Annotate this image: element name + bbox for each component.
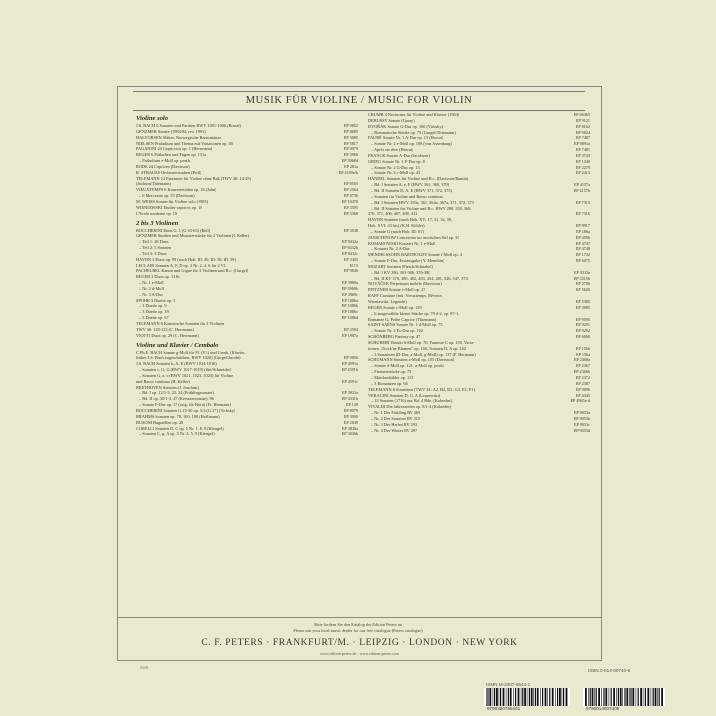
entry-title: – Bd. I KV 296, 301-306, 376-380 xyxy=(371,269,431,275)
barcode-bar xyxy=(624,688,625,706)
right-column xyxy=(368,112,590,433)
barcode-bar xyxy=(562,688,563,706)
barcode-bar xyxy=(518,688,520,706)
barcode-bar xyxy=(588,688,589,706)
entry-catalog-number: EP 9053c xyxy=(573,421,590,427)
entry-title: – Bd. II Sonaten D, A, E (HWV 371, 372, 373) xyxy=(371,187,452,193)
entry-catalog-number: EP 9979 xyxy=(343,146,358,152)
barcode-bar xyxy=(629,688,630,706)
entry-catalog-number: EP 3031a xyxy=(341,390,358,396)
entry-title: TWV 40: 118-123 (C. Herrmann) xyxy=(136,326,194,332)
entry-title: Romanze G, Petite Caprice (Thiemann) xyxy=(368,316,437,322)
entry-catalog-number: EP 4157b xyxy=(573,187,590,193)
entry-title: J.S. BACH Sonaten h, A, E (BWV 1014-1016) xyxy=(136,361,217,367)
entry-title: NIELSEN Präludium und Thema mit Variationen op. 48 xyxy=(136,140,233,146)
entry-catalog-number: EP 4596 xyxy=(575,234,590,240)
barcode-bar xyxy=(531,688,533,706)
entry-catalog-number: EP 4189a/b xyxy=(338,169,358,175)
barcode-bar xyxy=(611,688,612,706)
barcode-bar xyxy=(552,688,554,706)
entry-catalog-number: EP 149 xyxy=(345,402,358,408)
entry-title: VIEUXTEMPS 6 Konzertetüden op. 16 (Jahn) xyxy=(136,187,217,193)
barcode-bar xyxy=(630,688,631,706)
barcode-bar xyxy=(632,688,634,706)
entry-title: tionen „Trock'ne Blumen" op. 160, Sonaten D, A op. 162 xyxy=(368,345,466,351)
entry-title: CORELLI Sonaten D, C op. 5 Nr. 1, 8, 9 (Klengel) xyxy=(136,425,224,431)
entry-title: – Teil 1: 28 Duos xyxy=(139,239,169,245)
entry-catalog-number: EP 2786 xyxy=(575,281,590,287)
barcode-bar xyxy=(515,688,516,706)
barcode-bar xyxy=(596,688,597,706)
entry-catalog-number: EP 8162 xyxy=(575,123,590,129)
entry-title: – 12 Sonaten (1716) nur Bd. 4 Bde. (Kolneder) xyxy=(371,398,453,404)
entry-title: VIVALDI Die Jahreszeiten op. 8/1-4 (Kolneder) xyxy=(368,404,452,410)
entry-title: WIENIAWSKI Etudes-caprices op. 18 xyxy=(136,204,203,210)
entry-title: – 3 Romanzen op. 94 xyxy=(371,380,408,386)
entry-catalog-number: EP 156b xyxy=(575,345,590,351)
entry-catalog-number: EP 1987a xyxy=(341,332,358,338)
barcode-bar xyxy=(499,688,500,706)
entry-catalog-number: EP 2367 xyxy=(575,363,590,369)
footer-divider xyxy=(117,617,602,618)
entry-title: PAGANINI 24 Capriccios op. 1 (Herrmann) xyxy=(136,146,213,152)
barcode-bar xyxy=(598,688,600,706)
entry-catalog-number: EP 6060 xyxy=(575,334,590,340)
entry-catalog-number: EP 2368a xyxy=(573,357,590,363)
barcode-ismn-number: 9790300755441 xyxy=(487,706,521,711)
barcode-bar xyxy=(563,688,564,706)
entry-catalog-number: EP 9292 xyxy=(575,328,590,334)
barcode-bar xyxy=(489,688,491,706)
entry-title: – Konzert Nr. 2 A-Dur xyxy=(371,246,410,252)
entry-title: – Sonate d-Moll op. 121, a-Moll op. posth. xyxy=(371,363,445,369)
entry-catalog-number: EP 3403 xyxy=(343,256,358,262)
entry-title: BOCCHERINI Sonaten G 25-30 op. 5/3 (G 27) (Virbsky) xyxy=(136,407,236,413)
barcode-bar xyxy=(547,688,548,706)
entry-title: – Romantische Stücke op. 75 (Gurgel/Thiemann) xyxy=(371,129,456,135)
ismn-label: ISMN M-2007-5544-1 xyxy=(486,682,531,687)
barcode-bar xyxy=(522,688,523,706)
barcode-bar xyxy=(533,688,534,706)
entry-title: – Sonate Nr. 2 e-Moll op. 108 (von Assenburg) xyxy=(371,141,452,147)
entry-title: PACHELBEL Kanon und Gigue für 3 Violinen und B.c. (Gurgel) xyxy=(136,268,249,274)
entry-title: JANSCHINOW Concertino im russischen Stil op. 35 xyxy=(368,234,460,240)
entry-catalog-number: EP 3031b xyxy=(341,396,358,402)
entry-title: Wieniawski, Legende) xyxy=(368,299,407,304)
barcode-bar xyxy=(653,688,654,706)
entry-catalog-number: EP 281a xyxy=(344,163,358,169)
entry-catalog-number: EP 1086c xyxy=(341,309,358,315)
entry-catalog-number: EP 1340 xyxy=(575,158,590,164)
entry-title: VIOTTI Duos op. 29 (C. Herrmann) xyxy=(136,332,199,338)
entry-title: MOZART Sonaten (Flesch/Schnabel) xyxy=(368,263,433,269)
entry-catalog-number: EP 9846 xyxy=(343,268,358,274)
entry-catalog-number: EP 7315 xyxy=(575,199,590,205)
entry-title: GENZMER Sonate (1983/84, rev. 1991) xyxy=(136,128,206,134)
entry-catalog-number: EP 2387 xyxy=(575,380,590,386)
entry-title: – Sonate Nr. 3 c-Moll op. 45 xyxy=(371,170,421,176)
entry-title: TELEMANN 12 Fantasien für Violine ohne Baß (TWV 40: 14-25) xyxy=(136,175,251,181)
entry-catalog-number: EP 4591c xyxy=(341,378,358,384)
entry-catalog-number: EP 1086d xyxy=(341,315,358,321)
entry-catalog-number: EP 3969c xyxy=(341,291,358,297)
entry-catalog-number: EP 3395 xyxy=(343,204,358,210)
entry-catalog-number: EP 9053b xyxy=(573,415,590,421)
entry-title: – Sonaten G, e, c (BWV 1021, 1023, 1024) für Violine xyxy=(139,372,234,378)
barcode-bar xyxy=(638,688,639,706)
barcode-bar xyxy=(616,688,617,706)
barcode-bar xyxy=(609,688,610,706)
barcode-bar xyxy=(566,688,568,706)
entry-title: SPOHR 3 Duette op. 3 xyxy=(136,297,176,303)
section-heading: Violine solo xyxy=(136,115,169,122)
entry-catalog-number: EP 1732 xyxy=(575,252,590,258)
entry-title: – 6 Morceaux op. 55 (Davisson) xyxy=(139,193,195,199)
entry-title: – Nr. 3 Der Herbst RV 293 xyxy=(371,421,418,427)
entry-catalog-number: EP 4591b xyxy=(341,367,358,373)
catalog-entry xyxy=(136,431,358,437)
barcode-isbn-number: 9790014007409 xyxy=(586,706,620,711)
barcode-bar xyxy=(590,688,591,706)
entry-catalog-number: EP 9917 xyxy=(575,223,590,229)
entry-catalog-number: EP 3968d xyxy=(341,158,358,164)
barcode-bar xyxy=(486,688,487,706)
entry-title: HÄNDEL Sonaten für Violine und B.c. (Davisson/Ramin) xyxy=(368,176,469,182)
entry-catalog-number: EP 9565 xyxy=(343,181,358,187)
entry-title: DVOŘÁK Sonate G-Dur op. 100 (Virbsky) xyxy=(368,123,443,129)
entry-title: TELEMANN 6 Sonatinen (TWV 41: A2, B2, D2, G3, E1, F1) xyxy=(368,386,475,392)
barcode-bar xyxy=(559,688,561,706)
entry-title: früher J.S. Bach zugeschrieben, BWV 1020) (Gurgel/Jacobi) xyxy=(136,355,241,361)
entry-catalog-number: EP 4747 xyxy=(575,240,590,246)
entry-catalog-number: EP 2849 xyxy=(343,419,358,425)
entry-catalog-number: EP 8685 xyxy=(343,128,358,134)
barcode-bar xyxy=(529,688,530,706)
entry-catalog-number: EP 9891a xyxy=(573,141,590,147)
entry-catalog-number: EP 9595 xyxy=(575,316,590,322)
entry-title: REGER 3 Duos op. 131b xyxy=(136,274,180,280)
barcode-bar xyxy=(620,688,622,706)
entry-catalog-number: EP 3985 xyxy=(575,304,590,310)
entry-title: – 3 Sonatinen (D-Dur, a-Moll, g-Moll) op. 137 (F. Hermann) xyxy=(371,351,476,357)
barcode-bar xyxy=(537,688,539,706)
entry-title: TELEMANN 6 Kanonische Sonaten für 2 Violinen xyxy=(136,321,225,326)
entry-title: – 3 Duette op. 9 xyxy=(139,303,167,309)
barcode-bar xyxy=(643,688,644,706)
entry-catalog-number: EP 1086a xyxy=(341,297,358,303)
entry-catalog-number: EP 3969a xyxy=(341,280,358,286)
barcode-bar xyxy=(585,688,587,706)
entry-title: – Präludium e-Moll op. posth. xyxy=(139,158,191,164)
entry-title: VERACINI Sonaten D, G, A (Lenzewski) xyxy=(368,392,441,398)
entry-title: – Teil 2: 5 Sonaten xyxy=(139,245,172,251)
entry-catalog-number: EP 9852 xyxy=(343,123,358,128)
entry-title: – Fantasiestücke op. 73 xyxy=(371,369,412,375)
entry-title: – Nr. 1 e-Moll xyxy=(139,280,164,286)
entry-title: KOMAROWSKI Konzert Nr. 1 e-Moll xyxy=(368,240,436,246)
entry-title: – 3 Duette op. 67 xyxy=(139,315,169,321)
entry-catalog-number: EP 1086b xyxy=(341,303,358,309)
entry-title: – Nr. 1 Der Frühling RV 269 xyxy=(371,410,421,416)
entry-title: – Bd. I op. 12/1-3, 23, 24 (Frühlingssonate) xyxy=(139,390,214,396)
entry-title: REGER Sonate c-Moll op. 139 xyxy=(368,304,422,310)
left-column xyxy=(136,112,358,437)
entry-title: HAYDN 3 Duos op. 99 (nach Hob. III: 40, III: 38, III: 39) xyxy=(136,256,236,262)
entry-catalog-number: EP 9096 xyxy=(575,386,590,392)
entry-catalog-number: EP 9856 xyxy=(343,355,358,361)
entry-title: HALVORSEN Slåtter, Norwegische Bauerntänze xyxy=(136,134,222,140)
entry-catalog-number: EP 3315a xyxy=(573,269,590,275)
entry-title: – Nr. 3 A-Dur xyxy=(139,291,163,297)
entry-title: RODE 24 Capricen (Davisson) xyxy=(136,163,190,169)
entry-catalog-number: EP 2564 xyxy=(343,187,358,193)
entry-title: – Sonate F-Dur, Erstausgabe (Y. Menuhin) xyxy=(371,258,445,264)
barcode-bar xyxy=(622,688,623,706)
barcode-bar xyxy=(605,688,607,706)
entry-catalog-number: EP 4748 xyxy=(575,246,590,252)
entry-catalog-number: EP 2414 xyxy=(575,170,590,176)
catalog-note xyxy=(0,622,716,634)
barcode-bar xyxy=(645,688,646,706)
entry-title: BOCCHERINI Duos G. 1 (G 63-65) (Bell) xyxy=(136,227,211,233)
page-title: MUSIK FÜR VIOLINE / MUSIC FOR VIOLIN xyxy=(133,91,585,111)
entry-title: – Bd. I Sonaten HWV 359a, 361, 364a, 367a, 371, 372, 373 xyxy=(371,199,474,205)
entry-title: R. STRAUSS Orchesterstudien (Prill) xyxy=(136,169,202,175)
entry-catalog-number: EP 3368 xyxy=(343,210,358,216)
barcode-bar xyxy=(657,688,658,706)
entry-title: SCHUMANN Sonaten a-Moll op. 105 (Davisson) xyxy=(368,357,455,363)
barcode-bar xyxy=(508,688,509,706)
entry-catalog-number: EP 5385 xyxy=(575,299,590,304)
entry-catalog-number: EP 66465 xyxy=(573,112,590,117)
entry-title: BUSONI Bagatellen op. 28 xyxy=(136,419,184,425)
entry-title: – Bd. I Sonaten A, e, F (HWV 361, 368, 370) xyxy=(371,182,450,188)
entry-title: CRUMB 4 Nocturnes für Violine und Klavier (1964) xyxy=(368,112,460,117)
barcode-bar xyxy=(493,688,494,706)
entry-catalog-number: EP 3969b xyxy=(341,285,358,291)
entry-title: RAFF Cavatine (mit: Vieuxtemps, Rêverie, xyxy=(368,293,443,299)
barcode-bar xyxy=(503,688,505,706)
barcode-bar xyxy=(506,688,507,706)
entry-catalog-number: EP 4157a xyxy=(573,182,590,188)
entry-title: – Sonate G (nach Hob. III: 81) xyxy=(371,228,424,234)
entry-title: 370, 371, 406, 407, 408, 412 xyxy=(368,211,418,217)
entry-catalog-number: EP 7481 xyxy=(575,147,590,153)
entry-catalog-number: EP 4591a xyxy=(341,361,358,367)
entry-catalog-number: EP 3836b xyxy=(341,431,358,437)
barcode-bar xyxy=(487,688,488,706)
entry-title: C.Ph.E. BACH Sonate g-Moll für Fl. (Vl.) und Cemb. (Klavier, xyxy=(136,349,246,355)
entry-catalog-number: EP 156a xyxy=(576,351,590,357)
barcode-bar xyxy=(636,688,637,706)
entry-title: SCHÖNBERG Fantasy op. 47 xyxy=(368,334,421,340)
entry-catalog-number: EP 3085 xyxy=(343,134,358,140)
catalog-note-en: Please ask your local music dealer for our free catalogue (Peters catalogue) xyxy=(293,628,423,633)
entry-catalog-number: EP 8736 xyxy=(343,193,358,199)
entry-title: – Märchenbilder op. 113 xyxy=(371,374,414,380)
barcode-bar xyxy=(613,688,615,706)
entry-title: M. WEISS Sonate für Violine solo (1985) xyxy=(136,198,209,204)
barcode-bar xyxy=(603,688,604,706)
entry-title: – Teil 3: 3 Duos xyxy=(139,250,167,256)
entry-title: – Nr. 2 Der Sommer RV 315 xyxy=(371,415,421,421)
barcode-bar xyxy=(496,688,498,706)
entry-catalog-number: EP 9053d xyxy=(573,427,590,433)
entry-catalog-number: EP 7487 xyxy=(575,135,590,141)
barcode-bar xyxy=(535,688,536,706)
entry-catalog-number: EP 3538 xyxy=(343,227,358,233)
barcode-bar xyxy=(524,688,526,706)
entry-title: NOVÁČEK Perpetuum mobile (Davisson) xyxy=(368,281,442,287)
barcode-bar xyxy=(527,688,528,706)
entry-title: FRANCK Sonate A-Dur (Jacobsen) xyxy=(368,152,430,158)
entry-title: GENZMER Studien und Musizierstücke für 2 Violinen (I. Keller) xyxy=(136,233,250,239)
entry-title: – Nr. 2 d-Moll xyxy=(139,285,164,291)
entry-catalog-number: EP 2372 xyxy=(575,374,590,380)
barcode-bar xyxy=(549,688,550,706)
entry-title: und Basso continuo (H. Keller) xyxy=(136,378,190,384)
entry-catalog-number: EP 8079 xyxy=(343,407,358,413)
entry-title: MENDELSSOHN BARTHOLDY Sonate f-Moll op. 4 xyxy=(368,252,462,258)
barcode-bar xyxy=(655,688,657,706)
section-heading: Violine und Klavier / Cembalo xyxy=(136,341,219,349)
entry-title: J.S. BACH 6 Sonaten und Partiten BWV 1001-1006 (Rostal) xyxy=(136,123,241,128)
entry-title: – Après un rêve (Howat) xyxy=(371,147,414,153)
entry-title: – 3 Duette op. 39 xyxy=(139,309,169,315)
entry-catalog-number: EP 9291 xyxy=(575,322,590,328)
publisher-line: C. F. PETERS · FRANKFURT/M. · LEIPZIG · LONDON · NEW YORK xyxy=(201,638,518,648)
barcode-bar xyxy=(640,688,642,706)
entry-catalog-number: EP 9053a xyxy=(573,410,590,416)
entry-catalog-number: EP 7316 xyxy=(575,211,590,217)
entry-title: DEBUSSY Sonate (Garay) xyxy=(368,117,415,123)
entry-catalog-number: EP 3743 xyxy=(575,152,590,158)
entry-title: PFITZNER Sonate e-Moll op. 27 xyxy=(368,287,426,293)
barcode-bar xyxy=(510,688,512,706)
barcode-bar xyxy=(592,688,594,706)
edition-code: 03/08 xyxy=(140,666,149,670)
entry-catalog-number: EP 8432c xyxy=(341,250,358,256)
entry-title: – Bd. II KV 378, 380, 402, 403, 454, 481, 526, 547, 570 xyxy=(371,275,468,281)
catalog-note-de: Bitte fordern Sie den Katalog der Edition Peters an xyxy=(314,622,402,627)
barcode-bar xyxy=(555,688,556,706)
section-heading: 2 bis 3 Violinen xyxy=(136,219,179,227)
barcode-bar xyxy=(661,688,663,706)
entry-catalog-number: EP 3315b xyxy=(573,275,590,281)
barcode-bar xyxy=(494,688,495,706)
barcode-bar xyxy=(626,688,628,706)
barcode-bar xyxy=(647,688,649,706)
entry-title: – Bd. II Sonaten für Violine und B.c. HWV 288, 358, 368, xyxy=(371,205,472,211)
barcode-isbn xyxy=(583,688,665,706)
entry-title: SAINT-SAËNS Sonate Nr. 1 d-Moll op. 75 xyxy=(368,322,443,328)
barcode-bar xyxy=(557,688,558,706)
barcode-bar xyxy=(618,688,619,706)
entry-title: – Sonaten für Violine und Basso continuo xyxy=(371,193,443,199)
entry-catalog-number: EP 4345 xyxy=(575,392,590,398)
entry-title: – Nr. 4 Der Winter RV 297 xyxy=(371,427,418,433)
entry-title: SCHUBERT Rondo h-Moll op. 70, Fantasie C op. 159, Varia- xyxy=(368,339,475,345)
entry-title: HAYDN Sonaten (nach Hob. XV: 17, 31, 32, 39, xyxy=(368,217,453,223)
barcode-bar xyxy=(540,688,541,706)
entry-title: LECLAIR Sonaten A, F, D op. 3 Nr. 2, 4, 6 für 2 Vl. xyxy=(136,262,227,268)
barcode-bar xyxy=(651,688,652,706)
entry-catalog-number: EP 6075 xyxy=(575,258,590,264)
entry-catalog-number: EP 9824 xyxy=(575,129,590,135)
entry-catalog-number: EP 2366b xyxy=(573,369,590,375)
barcode-ismn xyxy=(484,688,570,706)
entry-catalog-number: EP 2279 xyxy=(575,164,590,170)
entry-title: Hob. XVI: 43 bis) (K.H. Köhler) xyxy=(368,223,425,229)
entry-catalog-number: EP 3968 xyxy=(343,152,358,158)
entry-title: – 6 ausgewählte kleine Stücke op. 79 d-2, op. 87-1, xyxy=(371,310,460,316)
barcode-bar xyxy=(545,688,547,706)
entry-title: GRIEG Sonate Nr. 1 F-Dur op. 8 xyxy=(368,158,425,164)
entry-title: – Sonaten c, G, G (BWV 1017-1019) (Sitt/Schneider) xyxy=(139,367,232,373)
catalog-entry xyxy=(136,211,358,217)
barcode-bar xyxy=(601,688,602,706)
entry-title: – Sonate Nr. 2 Es-Dur op. 102 xyxy=(371,328,424,334)
entry-catalog-number: EP 10478 xyxy=(341,198,358,204)
barcode-bar xyxy=(542,688,543,706)
entry-title: BEETHOVEN Sonaten (J. Joachim) xyxy=(136,384,199,390)
entry-catalog-number: EP 9121 xyxy=(575,117,590,123)
entry-catalog-number: EP 3900 xyxy=(343,413,358,419)
barcode-bar xyxy=(500,688,501,706)
barcode-bar xyxy=(659,688,660,706)
entry-catalog-number: EP 4965a-d xyxy=(570,398,590,404)
entry-title: – Sonate Nr. 2 G-Dur op. 13 xyxy=(371,164,420,170)
entry-title: – Sonaten C, g, A op. 5 Nr. 3, 5, 9 (Klengel) xyxy=(139,431,215,437)
barcode-bar xyxy=(513,688,514,706)
entry-title: (Jochum/Thiemann) xyxy=(136,181,171,187)
entry-title: – Bd. II op. 30/1-3, 47 (Kreutzersonate), 96 xyxy=(139,396,214,402)
entry-catalog-number: EP 186a xyxy=(576,228,590,234)
entry-catalog-number: EP 8432b xyxy=(341,245,358,251)
entry-catalog-number: EP 4594 xyxy=(343,326,358,332)
barcode-bar xyxy=(521,688,522,706)
entry-catalog-number: EP 8432a xyxy=(341,239,358,245)
entry-title: FAURÉ Sonate Nr. 1 A-Dur op. 13 (Howat) xyxy=(368,135,444,141)
entry-catalog-number: EP 5620 xyxy=(575,287,590,293)
website-line: www.edition-peters.de · www.edition-peters.com xyxy=(320,651,399,656)
isbn-label: ISBN 0-014-00740-9 xyxy=(588,668,631,673)
entry-title: BRAHMS Sonaten op. 78, 100, 108 (Hoffmann) xyxy=(136,413,220,419)
entry-title: L'Ecole moderne op. 10 xyxy=(136,210,178,216)
barcode-bar xyxy=(594,688,595,706)
catalog-entry xyxy=(136,333,358,339)
catalog-entry xyxy=(368,428,590,434)
entry-title: – Sonate F-Dur op. 17 (orig. für Horn) (Fr. Hermann) xyxy=(139,402,231,408)
entry-title: REGER 6 Präludien und Fugen op. 131a xyxy=(136,152,207,158)
entry-catalog-number: EP 3836a xyxy=(341,425,358,431)
entry-catalog-number: H 15 xyxy=(349,262,358,268)
entry-catalog-number: EP 5817 xyxy=(343,140,358,146)
